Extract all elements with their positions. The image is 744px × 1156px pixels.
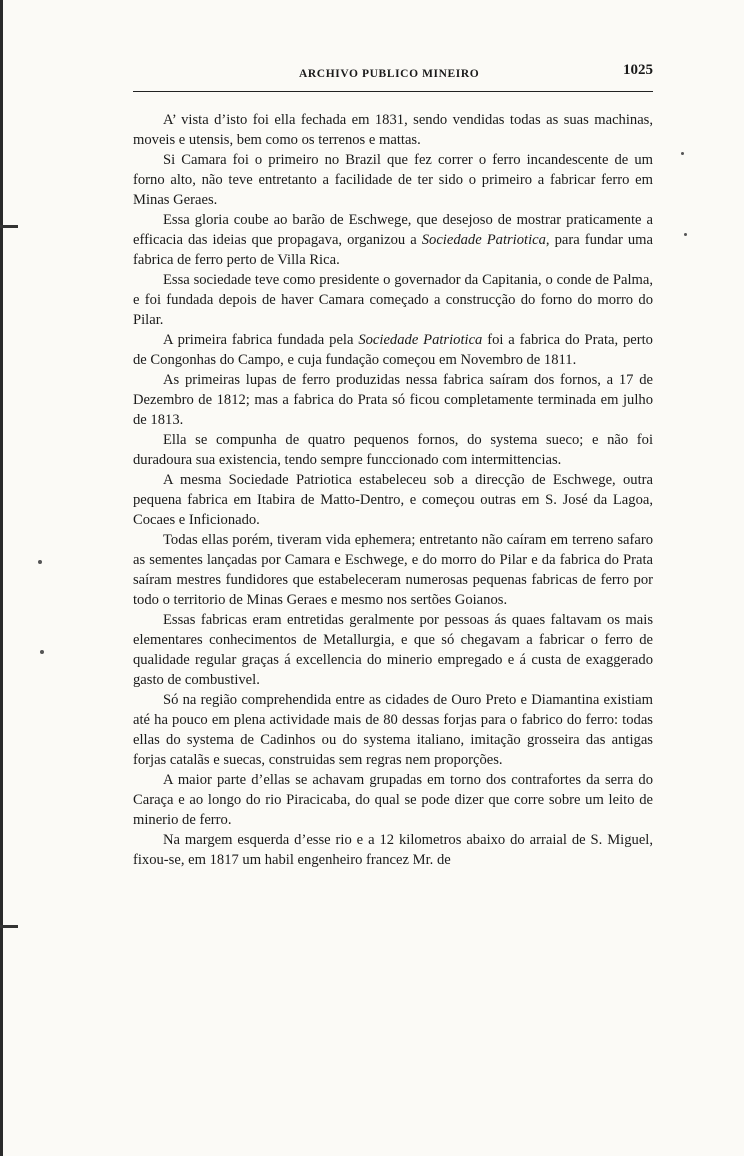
- paragraph: [133, 470, 653, 530]
- header-rule: [133, 91, 653, 92]
- page-number: 1025: [623, 62, 653, 78]
- paragraph-text: Essa sociedade teve como presidente o governador da Capitania, o conde de Palma, e foi fundada depois de haver Camara começado a construcção do forno do morro do Pilar.: [133, 272, 653, 328]
- italic-phrase: Sociedade Patriotica: [421, 232, 546, 248]
- paragraph-text: A’ vista d’isto foi ella fechada em 1831, sendo vendidas todas as suas machinas, moveis e utensis, bem como os terrenos e mattas.: [133, 112, 653, 148]
- paper-speck: [681, 152, 684, 155]
- italic-phrase: Sociedade Patriotica: [358, 332, 483, 348]
- paper-speck: [38, 560, 42, 564]
- paragraph-text: foi a fabrica do Prata, perto de Congonhas do Campo, e cuja fundação começou em Novembro de 1811.: [133, 332, 653, 368]
- paragraph: [133, 330, 653, 370]
- paragraph-text: Todas ellas porém, tiveram vida ephemera; entretanto não caíram em terreno safaro as sementes lançadas por Camara e Eschwege, e do morro do Pilar e da fabrica do Prata saíram mestres fundidores que estabeleceram numerosas pequenas fabricas de ferro por todo o territorio de Minas Geraes e mesmo nos sertões Goianos.: [133, 532, 653, 608]
- paragraph: [133, 530, 653, 610]
- edge-mark: [0, 225, 18, 228]
- paragraph-text: , para fundar uma fabrica de ferro perto de Villa Rica.: [133, 232, 653, 268]
- paragraph: [133, 370, 653, 430]
- paragraph-text: As primeiras lupas de ferro produzidas nessa fabrica saíram dos fornos, a 17 de Dezembro de 1812; mas a fabrica do Prata só ficou completamente terminada em julho de 1813.: [133, 372, 653, 428]
- paragraph-text: Ella se compunha de quatro pequenos fornos, do systema sueco; e não foi duradoura sua existencia, tendo sempre funccionado com intermittencias.: [133, 432, 653, 468]
- paragraph-text: A primeira fabrica fundada pela: [163, 332, 359, 348]
- paragraph-text: Essas fabricas eram entretidas geralmente por pessoas ás quaes faltavam os mais elementares conhecimentos de Metallurgia, e que só chegavam a fabricar o ferro de qualidade regular graças á excellencia do minerio empregado e á custa de exaggerado gasto de combustivel.: [133, 612, 653, 688]
- paragraph: [133, 210, 653, 270]
- paragraph: [133, 830, 653, 870]
- paragraph: [133, 690, 653, 770]
- paragraph: [133, 430, 653, 470]
- paragraph-text: Na margem esquerda d’esse rio e a 12 kilometros abaixo do arraial de S. Miguel, fixou-se, em 1817 um habil engenheiro francez Mr. de: [133, 832, 653, 868]
- paper-speck: [684, 233, 687, 236]
- edge-mark: [0, 925, 18, 928]
- running-title: ARCHIVO PUBLICO MINEIRO: [299, 68, 480, 80]
- paper-speck: [40, 650, 44, 654]
- paragraph-text: Essa gloria coube ao barão de Eschwege, que desejoso de mostrar praticamente a efficacia das ideias que propagava, organizou a: [133, 212, 653, 248]
- text-body: [133, 110, 653, 870]
- paragraph-text: A mesma Sociedade Patriotica estabeleceu sob a direcção de Eschwege, outra pequena fabrica em Itabira de Matto-Dentro, e começou outras em S. José da Lagoa, Cocaes e Inficionado.: [133, 472, 653, 528]
- paragraph: [133, 150, 653, 210]
- page-edge: [0, 0, 7, 1156]
- paragraph: [133, 270, 653, 330]
- paragraph-text: Só na região comprehendida entre as cidades de Ouro Preto e Diamantina existiam até ha pouco em plena actividade mais de 80 dessas forjas para o fabrico do ferro: todas ellas do systema de Cadinhos ou do systema italiano, imitação grosseira das antigas forjas catalãs e suecas, construidas sem regras nem proporções.: [133, 692, 653, 768]
- paragraph-text: Si Camara foi o primeiro no Brazil que fez correr o ferro incandescente de um forno alto, não teve entretanto a facilidade de ter sido o primeiro a fabricar ferro em Minas Geraes.: [133, 152, 653, 208]
- page-header: [133, 62, 653, 92]
- paragraph: [133, 610, 653, 690]
- paragraph: [133, 770, 653, 830]
- paragraph: [133, 110, 653, 150]
- paragraph-text: A maior parte d’ellas se achavam grupadas em torno dos contrafortes da serra do Caraça e ao longo do rio Piracicaba, do qual se pode dizer que corre sobre um leito de minerio de ferro.: [133, 772, 653, 828]
